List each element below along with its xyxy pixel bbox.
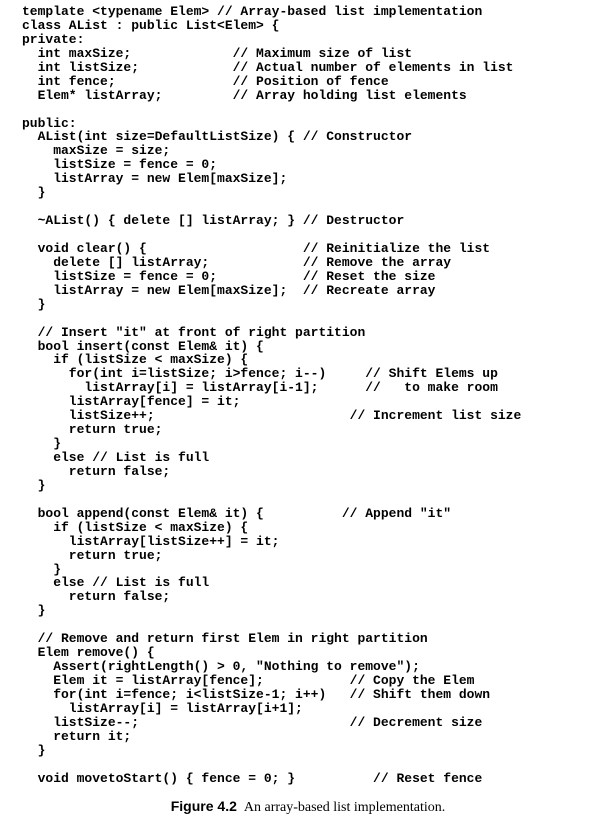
code-line: listArray[listSize++] = it;: [22, 533, 280, 549]
code-line: for(int i=listSize; i>fence; i--) // Shift Elems up: [22, 366, 498, 382]
code-line: int listSize; // Actual number of elements in list: [22, 59, 514, 75]
code-line: class AList : public List<Elem> {: [22, 17, 280, 33]
code-line: listArray = new Elem[maxSize];: [22, 171, 288, 187]
code-line: Elem it = listArray[fence]; // Copy the Elem: [22, 673, 475, 688]
code-line: int maxSize; // Maximum size of list: [22, 45, 413, 61]
code-line: void movetoStart() { fence = 0; } // Reset fence: [22, 770, 483, 786]
code-line: bool append(const Elem& it) { // Append "it": [22, 505, 452, 521]
code-line: [22, 493, 521, 507]
code-line: else // List is full: [22, 450, 210, 465]
code-line: private:: [22, 31, 85, 47]
figure-caption-text: An array-based list implementation.: [243, 800, 446, 815]
code-line: listArray[fence] = it;: [22, 394, 241, 410]
code-line: listArray[i] = listArray[i-1]; // to make room: [22, 380, 498, 396]
code-line: Elem* listArray; // Array holding list elements: [22, 87, 467, 103]
code-line: int fence; // Position of fence: [22, 73, 389, 89]
code-line: [22, 758, 521, 772]
code-line: ~AList() { delete [] listArray; } // Destructor: [22, 213, 405, 229]
code-line: }: [22, 742, 46, 758]
code-line: listArray = new Elem[maxSize]; // Recreate array: [22, 282, 436, 298]
code-line: return false;: [22, 589, 171, 605]
code-line: else // List is full: [22, 575, 210, 591]
code-line: [22, 200, 521, 214]
code-line: delete [] listArray; // Remove the array: [22, 254, 452, 270]
code-line: listSize++; // Increment list size: [22, 408, 522, 424]
code-line: }: [22, 477, 46, 493]
code-line: }: [22, 561, 62, 577]
code-line: [22, 103, 521, 117]
code-line: template <typename Elem> // Array-based list implementation: [22, 4, 483, 19]
code-line: maxSize = size;: [22, 143, 171, 159]
code-line: AList(int size=DefaultListSize) { // Constructor: [22, 129, 413, 145]
figure-caption: [0, 798, 616, 816]
code-line: if (listSize < maxSize) {: [22, 352, 249, 368]
code-line: // Remove and return first Elem in right partition: [22, 631, 428, 647]
code-line: for(int i=fence; i<listSize-1; i++) // Shift them down: [22, 686, 491, 702]
code-line: public:: [22, 115, 77, 131]
code-line: void clear() { // Reinitialize the list: [22, 240, 491, 256]
code-line: listSize = fence = 0;: [22, 157, 218, 173]
code-line: [22, 228, 521, 242]
code-line: listSize--; // Decrement size: [22, 714, 483, 730]
figure-label: Figure 4.2: [170, 798, 237, 814]
code-line: listArray[i] = listArray[i+1];: [22, 700, 303, 716]
code-line: return true;: [22, 547, 163, 563]
code-line: listSize = fence = 0; // Reset the size: [22, 268, 436, 284]
code-line: [22, 618, 521, 632]
code-line: }: [22, 603, 46, 619]
code-line: // Insert "it" at front of right partition: [22, 324, 366, 340]
code-line: Assert(rightLength() > 0, "Nothing to remove");: [22, 659, 420, 675]
code-line: }: [22, 296, 46, 312]
code-line: return it;: [22, 728, 132, 744]
code-line: return false;: [22, 463, 171, 479]
code-line: }: [22, 185, 46, 201]
code-listing: [22, 5, 521, 786]
code-line: if (listSize < maxSize) {: [22, 519, 249, 535]
code-line: return true;: [22, 422, 163, 438]
code-line: }: [22, 436, 62, 452]
code-line: [22, 312, 521, 326]
code-line: Elem remove() {: [22, 645, 155, 661]
code-line: bool insert(const Elem& it) {: [22, 338, 264, 354]
